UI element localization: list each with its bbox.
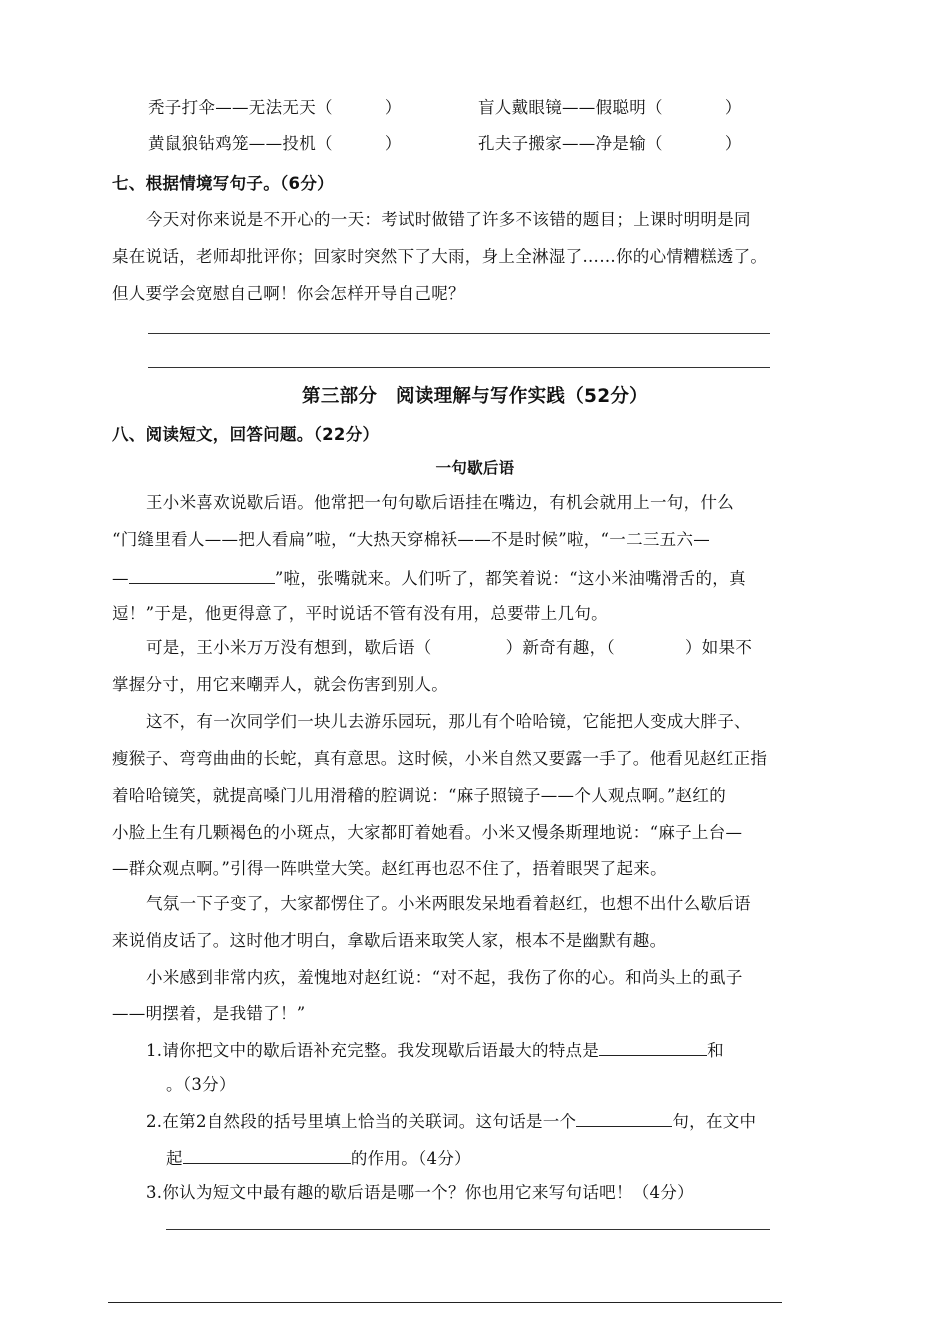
riddle-2-close: ） bbox=[724, 98, 742, 117]
story-p2-line-2: 掌握分寸，用它来嘲弄人，就会伤害到别人。 bbox=[112, 675, 448, 694]
question-2-blank-1[interactable] bbox=[576, 1108, 672, 1127]
question-2-blank-2[interactable] bbox=[183, 1145, 351, 1164]
question-1-line-2 bbox=[166, 1073, 236, 1097]
story-p3-line-4: 小脸上生有几颗褐色的小斑点，大家都盯着她看。小米又慢条斯理地说：“麻子上台— bbox=[112, 823, 743, 842]
riddle-4 bbox=[478, 132, 742, 156]
question-1-and: 和 bbox=[707, 1041, 724, 1060]
riddle-2-text: 盲人戴眼镜——假聪明（ bbox=[478, 98, 663, 117]
riddle-1-close: ） bbox=[384, 98, 402, 117]
riddle-3-text: 黄鼠狼钻鸡笼——投机（ bbox=[148, 134, 333, 153]
story-p2-part-c: ）如果不 bbox=[684, 638, 753, 657]
story-p3-line-1: 这不，有一次同学们一块儿去游乐园玩，那儿有个哈哈镜，它能把人变成大胖子、 bbox=[146, 712, 751, 731]
q7-answer-line-2[interactable] bbox=[148, 367, 770, 368]
question-2-line-2 bbox=[166, 1145, 471, 1171]
question-2-text: 2.在第2自然段的括号里填上恰当的关联词。这句话是一个 bbox=[146, 1112, 577, 1131]
story-p1-line-4: 逗！”于是，他更得意了，平时说话不管有没有用，总要带上几句。 bbox=[112, 604, 608, 623]
story-p4-line-2: 来说俏皮话了。这时他才明白，拿歇后语来取笑人家，根本不是幽默有趣。 bbox=[112, 931, 667, 950]
story-p1-line-1: 王小米喜欢说歇后语。他常把一句句歇后语挂在嘴边，有机会就用上一句，什么 bbox=[146, 493, 734, 512]
story-p2-part-a: 可是，王小米万万没有想到，歇后语（ bbox=[146, 638, 432, 657]
q7-line-3: 但人要学会宽慰自己啊！你会怎样开导自己呢？ bbox=[112, 284, 465, 303]
story-p1-line-3-text: ”啦，张嘴就来。人们听了，都笑着说：“这小米油嘴滑舌的，真 bbox=[274, 569, 746, 588]
story-p1-line-2: “门缝里看人——把人看扁”啦，“大热天穿棉袄——不是时候”啦，“一二三五六— bbox=[112, 530, 711, 549]
question-2-line-1 bbox=[146, 1108, 756, 1134]
q7-answer-line-1[interactable] bbox=[148, 333, 770, 334]
question-2-qi: 起 bbox=[166, 1149, 183, 1168]
story-title: 一句歇后语 bbox=[435, 458, 515, 477]
story-p2-line-1 bbox=[146, 636, 752, 660]
story-p3-line-5: —群众观点啊。”引得一阵哄堂大笑。赵红再也忍不住了，捂着眼哭了起来。 bbox=[112, 859, 667, 878]
page-bottom-rule bbox=[108, 1302, 782, 1303]
question-1-score: 。（3分） bbox=[166, 1075, 236, 1094]
riddle-4-close: ） bbox=[724, 134, 742, 153]
q7-line-1: 今天对你来说是不开心的一天：考试时做错了许多不该错的题目；上课时明明是同 bbox=[146, 210, 751, 229]
question-1-line-1 bbox=[146, 1037, 724, 1063]
part3-title: 第三部分 阅读理解与写作实践（52分） bbox=[302, 386, 648, 407]
riddle-fill-blank[interactable] bbox=[129, 565, 275, 584]
story-p5-line-1: 小米感到非常内疚，羞愧地对赵红说：“对不起，我伤了你的心。和尚头上的虱子 bbox=[146, 968, 743, 987]
question-3-text: 3.你认为短文中最有趣的歇后语是哪一个？你也用它来写句话吧！（4分） bbox=[146, 1183, 694, 1202]
story-p3-line-3: 着哈哈镜笑，就提高嗓门儿用滑稽的腔调说：“麻子照镜子——个人观点啊。”赵红的 bbox=[112, 786, 727, 805]
story-p1-line-3 bbox=[112, 565, 746, 591]
question-3-answer-line[interactable] bbox=[166, 1229, 770, 1230]
riddle-3 bbox=[148, 132, 402, 156]
question-1-text: 1.请你把文中的歇后语补充完整。我发现歇后语最大的特点是 bbox=[146, 1041, 600, 1060]
question-2-mid: 句，在文中 bbox=[672, 1112, 757, 1131]
riddle-1 bbox=[148, 96, 402, 120]
q7-heading: 七、根据情境写句子。（6分） bbox=[112, 174, 334, 193]
question-2-end: 的作用。（4分） bbox=[350, 1149, 471, 1168]
question-1-blank-1[interactable] bbox=[599, 1037, 707, 1056]
riddle-3-close: ） bbox=[384, 134, 402, 153]
riddle-4-text: 孔夫子搬家——净是输（ bbox=[478, 134, 663, 153]
story-p2-part-b: ）新奇有趣，（ bbox=[505, 638, 615, 657]
story-p3-line-2: 瘦猴子、弯弯曲曲的长蛇，真有意思。这时候，小米自然又要露一手了。他看见赵红正指 bbox=[112, 749, 768, 768]
story-p5-line-2: ——明摆着，是我错了！” bbox=[112, 1004, 306, 1023]
q7-line-2: 桌在说话，老师却批评你；回家时突然下了大雨，身上全淋湿了……你的心情糟糕透了。 bbox=[112, 247, 768, 266]
story-p4-line-1: 气氛一下子变了，大家都愣住了。小米两眼发呆地看着赵红，也想不出什么歇后语 bbox=[146, 894, 751, 913]
story-p1-dash: — bbox=[112, 569, 129, 588]
riddle-1-text: 秃子打伞——无法无天（ bbox=[148, 98, 333, 117]
riddle-2 bbox=[478, 96, 742, 120]
q8-heading: 八、阅读短文，回答问题。（22分） bbox=[112, 425, 380, 444]
